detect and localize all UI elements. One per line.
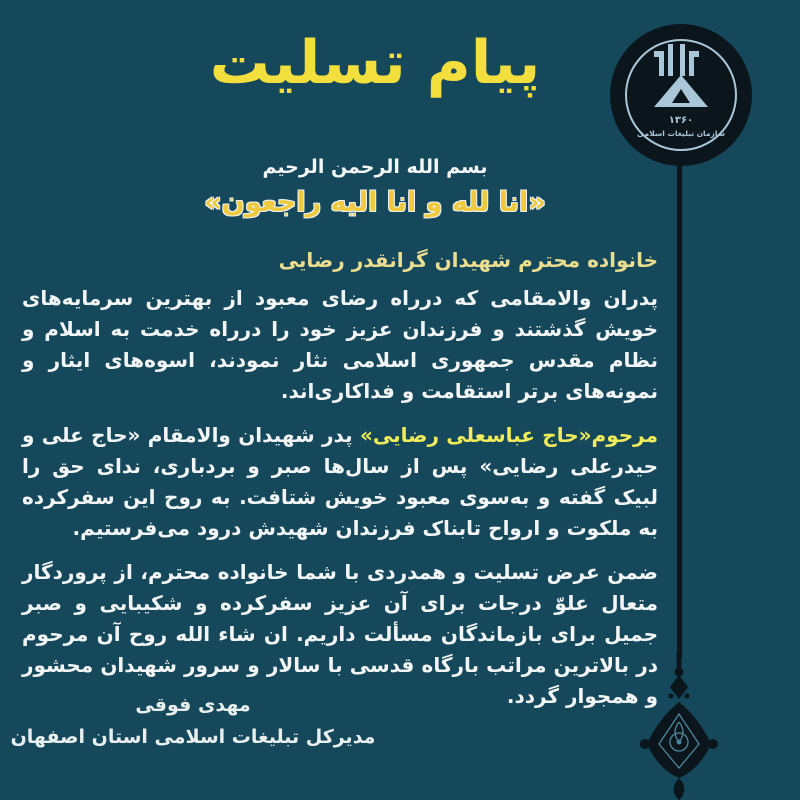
paragraph-3: ضمن عرض تسلیت و همدردی با شما خانواده محترم، از پروردگار متعال علوّ درجات برای آن عزیز سفرکرده و شکیبایی و صبر جمیل برای بازماندگان مسألت داریم. ان شاء الله روح آن مرحوم در بالاترین مراتب بارگاه قدسی با سالار و سرور شهیدان محشور و همجوار گردد. (22, 560, 658, 708)
bismillah-text: بسم الله الرحمن الرحیم (262, 156, 488, 178)
salutation-heading: خانواده محترم شهیدان گرانقدر رضایی (278, 248, 658, 272)
quran-verse: «انا لله و انا الیه راجعون» (204, 187, 546, 218)
logo-emblem-svg (609, 23, 753, 167)
deceased-name-highlight: مرحوم«حاج عباسعلی رضایی» (359, 423, 658, 447)
signatory-role: مدیرکل تبلیغات اسلامی استان اصفهان (10, 726, 376, 748)
logo-org-name: سازمان تبلیغات اسلامی (636, 129, 726, 138)
islamic-propagation-organization-logo (609, 23, 753, 167)
paragraph-2-rest: پدر شهیدان والامقام «حاج علی و حیدرعلی رضایی» پس از سال‌ها صبر و بردباری، ندای حق را لبیک گفته و به‌سوی معبود خویش شتافت. به روح این سفرکرده به ملکوت و ارواح تابناک فرزندان شهیدش درود می‌فرستیم. (22, 423, 658, 540)
paragraph-2 (22, 420, 658, 544)
condolence-body (22, 283, 658, 725)
logo-year: ۱۳۶۰ (668, 115, 694, 126)
poster-title: پیام تسلیت (209, 28, 541, 98)
signatory-name: مهدی فوقی (135, 694, 251, 716)
decorative-plumb-line (677, 163, 682, 658)
paragraph-1: پدران والامقامی که درراه رضای معبود از بهترین سرمایه‌های خویش گذشتند و فرزندان عزیز خود را درراه خدمت به اسلام و نظام مقدس جمهوری اسلامی نثار نمودند، اسوه‌های ایثار و نمونه‌های برتر استقامت و فداکاری‌اند. (22, 286, 658, 403)
signature-block (0, 694, 386, 748)
